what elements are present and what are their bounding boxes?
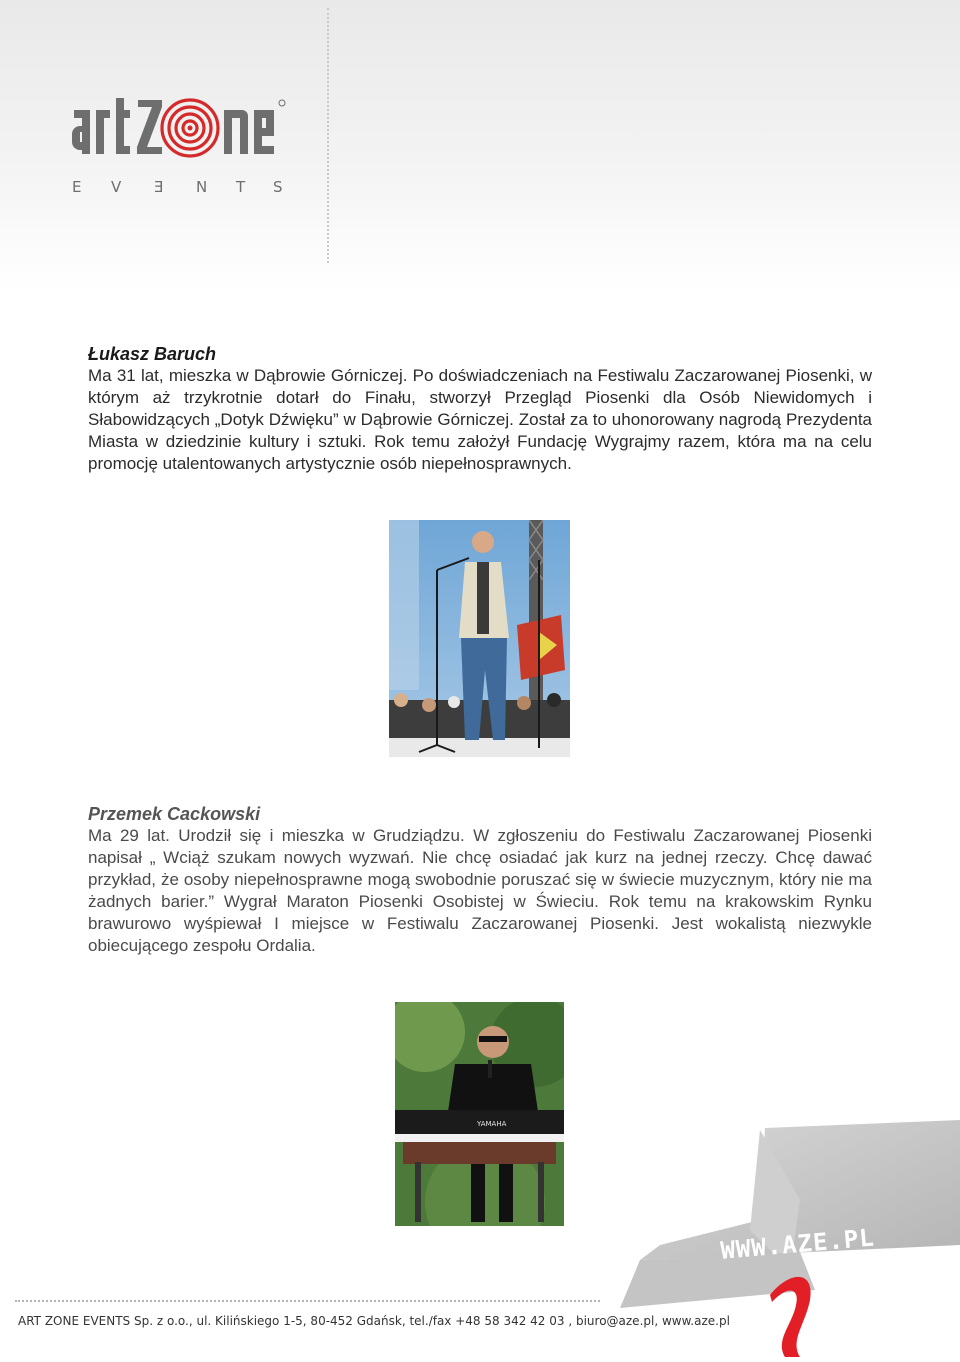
- svg-text:S: S: [273, 178, 283, 196]
- svg-text:Ǝ: Ǝ: [154, 178, 164, 196]
- corner-url-text: WWW.AZE.PL: [719, 1223, 876, 1265]
- person-name: Przemek Cackowski: [88, 804, 261, 824]
- art-zone-logo: [70, 92, 290, 197]
- footer-divider: [15, 1300, 600, 1302]
- bio-section-2: [88, 803, 872, 957]
- footer-contact: ART ZONE EVENTS Sp. z o.o., ul. Kilińskiego 1-5, 80-452 Gdańsk, tel./fax +48 58 342 42 03 , biuro@aze.pl, www.aze.pl: [18, 1314, 730, 1328]
- photo-singer-on-stage: [389, 520, 570, 757]
- svg-text:E: E: [72, 178, 82, 196]
- svg-text:N: N: [196, 178, 208, 196]
- person-name: Łukasz Baruch: [88, 344, 217, 364]
- bio-section-1: [88, 343, 872, 475]
- svg-text:T: T: [236, 178, 246, 196]
- person-bio: Ma 31 lat, mieszka w Dąbrowie Górniczej. Po doświadczeniach na Festiwalu Zaczarowanej Piosenki, w którym aż trzykrotnie dotarł do Finału, stworzył Przegląd Piosenki dla Osób Niewidomych i Słabowidzących „Dotyk Dźwięku” w Dąbrowie Górniczej. Został za to uhonorowany nagrodą Prezydenta Miasta w dziedzinie kultury i sztuki. Rok temu założył Fundację Wygrajmy razem, która ma na celu promocję utalentowanych artystycznie osób niepełnosprawnych.: [88, 366, 872, 473]
- keyboard-brand: YAMAHA: [477, 1120, 507, 1128]
- photo-pianist: [395, 1002, 564, 1226]
- svg-text:V: V: [111, 178, 122, 196]
- header-divider: [327, 8, 329, 263]
- person-bio: Ma 29 lat. Urodził się i mieszka w Grudziądzu. W zgłoszeniu do Festiwalu Zaczarowanej Piosenki napisał „ Wciąż szukam nowych wyzwań. Nie chcę osiadać jak kurz na jednej rzeczy. Chcę dawać przykład, że osoby niepełnosprawne mogą swobodnie poruszać się w świecie muzycznym, który nie ma żadnych barier.” Wygrał Maraton Piosenki Osobistej w Świeciu. Rok temu na krakowskim Rynku brawurowo wyśpiewał I miejsce w Festiwalu Zaczarowanej Piosenki. Jest wokalistą niezwykle obiecującego zespołu Ordalia.: [88, 826, 872, 955]
